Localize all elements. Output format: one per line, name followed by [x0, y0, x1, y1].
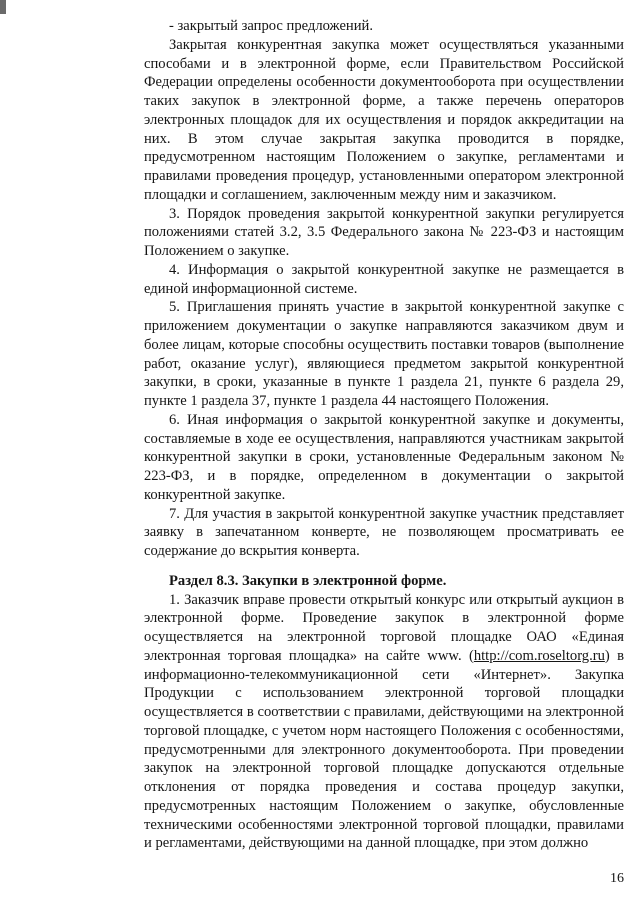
section-heading: Раздел 8.3. Закупки в электронной форме.	[169, 572, 447, 589]
paragraph-information-not-published: 4. Информация о закрытой конкурентной закупке не размещается в единой информационной системе.	[144, 261, 624, 297]
paragraph-procedure-regulation: 3. Порядок проведения закрытой конкурентной закупки регулируется положениями статей 3.2, 3.5 Федерального закона № 223-ФЗ и настоящим Положением о закупке.	[144, 205, 624, 259]
paragraph-other-information: 6. Иная информация о закрытой конкурентной закупке и документы, составляемые в ходе ее осуществления, направляются участникам закрытой конкурентной закупки в сроки, установленные Федеральным законом № 223-ФЗ, и в порядке, определенном в документации о закрытой конкурентной закупке.	[144, 411, 624, 503]
electronic-form-text-end: ) в информационно-телекоммуникационной сети «Интернет». Закупка Продукции с использованием электронной торговой площадки осуществляется в соответствии с правилами, действующими на электронной торговой площадке, с учетом норм настоящего Положения с особенностями, предусмотренными для электронного документооборота. При проведении закупок на электронной торговой площадке допускаются отдельные отклонения от порядка проведения и состава процедур закупки, предусмотренных настоящим Положением о закупке, обусловленные техническими особенностями электронной торговой площадки, правилами и регламентами, действующими на данной площадке, при этом должно	[144, 647, 625, 852]
paragraph-sealed-envelope: 7. Для участия в закрытой конкурентной закупке участник представляет заявку в запечатанном конверте, не позволяющем просматривать ее содержание до вскрытия конверта.	[144, 505, 624, 559]
scan-edge-mark	[0, 0, 6, 14]
paragraph-invitations: 5. Приглашения принять участие в закрытой конкурентной закупке с приложением документации о закупке направляются заказчиком двум и более лицам, которые способны осуществить поставки товаров (выполнение работ, оказание услуг), являющиеся предметом закрытой конкурентной закупки, в сроки, указанные в пункте 1 раздела 21, пункте 6 раздела 29, пункте 1 раздела 37, пункте 1 раздела 44 настоящего Положения.	[144, 299, 624, 409]
document-body	[144, 17, 624, 853]
paragraph-closed-competitive-purchase: Закрытая конкурентная закупка может осуществляться указанными способами и в электронной форме, если Правительством Российской Федерации определены особенности документооборота при осуществлении таких закупок в электронной форме, а также перечень операторов электронных площадок для их осуществления и порядок аккредитации на них. В этом случае закрытая закупка проводится в порядке, предусмотренном настоящим Положением о закупке, регламентами и правилами проведения процедур, установленными оператором электронной площадки и соглашением, заключенным между ним и заказчиком.	[144, 36, 624, 203]
paragraph-closed-request: - закрытый запрос предложений.	[169, 18, 374, 34]
roseltorg-link[interactable]: http://com.roseltorg.ru	[473, 647, 605, 664]
page-number: 16	[610, 871, 624, 886]
electronic-form-text-start: 1. Заказчик вправе провести открытый конкурс или открытый аукцион в электронной форме. Проведение закупок в электронной форме осуществляется на электронной торговой площадке ОАО «Единая электронная торговая площадка» на сайте www. (	[144, 591, 624, 664]
paragraph-electronic-form	[144, 591, 624, 854]
